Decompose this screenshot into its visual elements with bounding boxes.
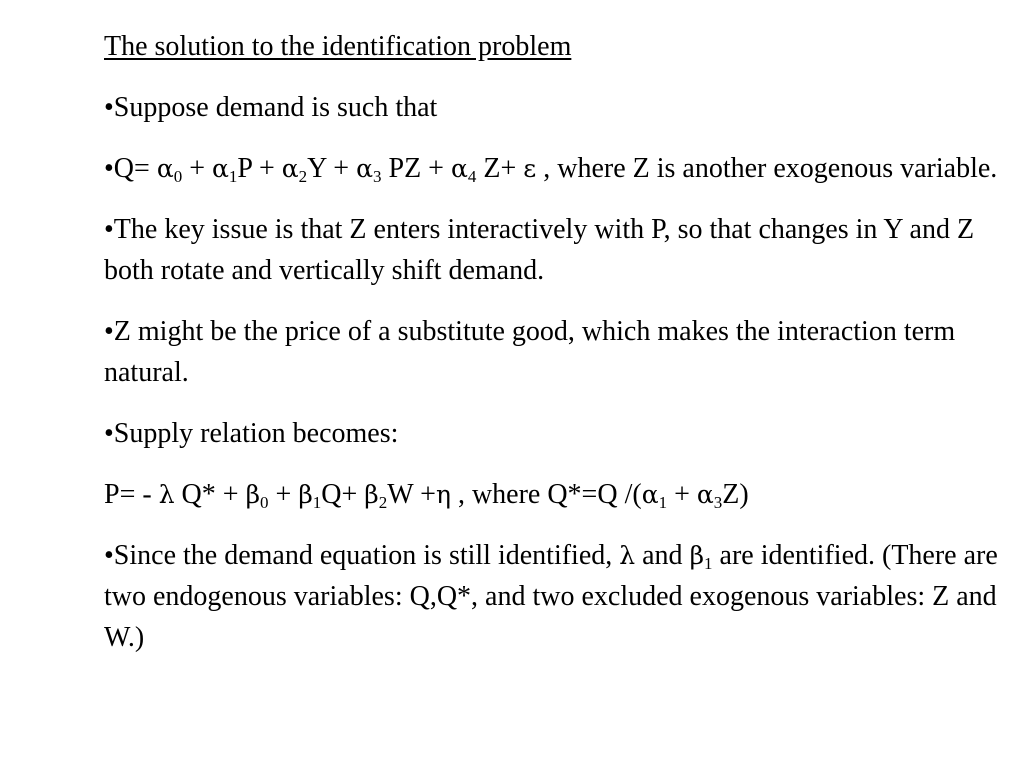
subscript: 3 [373, 167, 382, 186]
alpha-symbol: α [356, 154, 373, 183]
subscript: 3 [713, 493, 723, 512]
eq-text: , where Q*=Q /( [450, 479, 642, 510]
eq-text: Z+ [476, 153, 524, 184]
supply-equation [104, 474, 1004, 515]
beta-symbol: β [689, 541, 705, 570]
bullet-demand-equation [104, 148, 1004, 189]
epsilon-symbol: ε [523, 154, 537, 183]
eq-text: Z) [722, 479, 749, 510]
subscript: 1 [312, 493, 322, 512]
eq-text: PZ + [381, 153, 451, 184]
slide-content [104, 26, 1004, 678]
eq-text: + [182, 153, 213, 184]
alpha-symbol: α [696, 480, 714, 509]
bullet-key-issue: •The key issue is that Z enters interactively with P, so that changes in Y and Z both rotate and vertically shift demand. [104, 214, 975, 286]
eq-text: •Q= [104, 153, 157, 184]
eq-text: P + [237, 153, 282, 184]
subscript: 1 [658, 493, 668, 512]
alpha-symbol: α [156, 154, 174, 183]
bullet-identification-conclusion [104, 535, 1004, 658]
bullet-substitute-good: •Z might be the price of a substitute good, which makes the interaction term natural. [104, 316, 956, 388]
eq-text: P= - [104, 479, 159, 510]
eq-text: Q+ [321, 479, 365, 510]
slide-title: The solution to the identification problem [104, 31, 572, 62]
subscript: 4 [467, 167, 477, 186]
alpha-symbol: α [281, 154, 299, 183]
eq-text: •Since the demand equation is still identified, [104, 540, 620, 571]
eq-text: W + [387, 479, 436, 510]
beta-symbol: β [364, 480, 379, 509]
eq-text: and [635, 540, 690, 571]
eq-text: , where Z is another exogenous variable. [536, 153, 998, 184]
eq-text: are identified. (There are two endogenous variables: Q,Q*, and two excluded exogenous variables: Z and W.) [104, 540, 998, 653]
lambda-symbol: λ [619, 541, 636, 570]
beta-symbol: β [298, 480, 313, 509]
eta-symbol: η [435, 480, 451, 509]
eq-text: + [667, 479, 697, 510]
subscript: 1 [704, 554, 713, 573]
subscript: 0 [260, 493, 269, 512]
alpha-symbol: α [450, 154, 468, 183]
subscript: 2 [378, 493, 388, 512]
eq-text: + [268, 479, 299, 510]
subscript: 1 [228, 167, 238, 186]
alpha-symbol: α [641, 480, 659, 509]
alpha-symbol: α [212, 154, 229, 183]
bullet-supply-relation: •Supply relation becomes: [104, 418, 399, 449]
eq-text: Q* + [174, 479, 246, 510]
subscript: 2 [298, 167, 308, 186]
lambda-symbol: λ [158, 480, 175, 509]
subscript: 0 [173, 167, 183, 186]
bullet-suppose-demand: •Suppose demand is such that [104, 92, 438, 123]
beta-symbol: β [245, 480, 261, 509]
eq-text: Y + [307, 153, 357, 184]
